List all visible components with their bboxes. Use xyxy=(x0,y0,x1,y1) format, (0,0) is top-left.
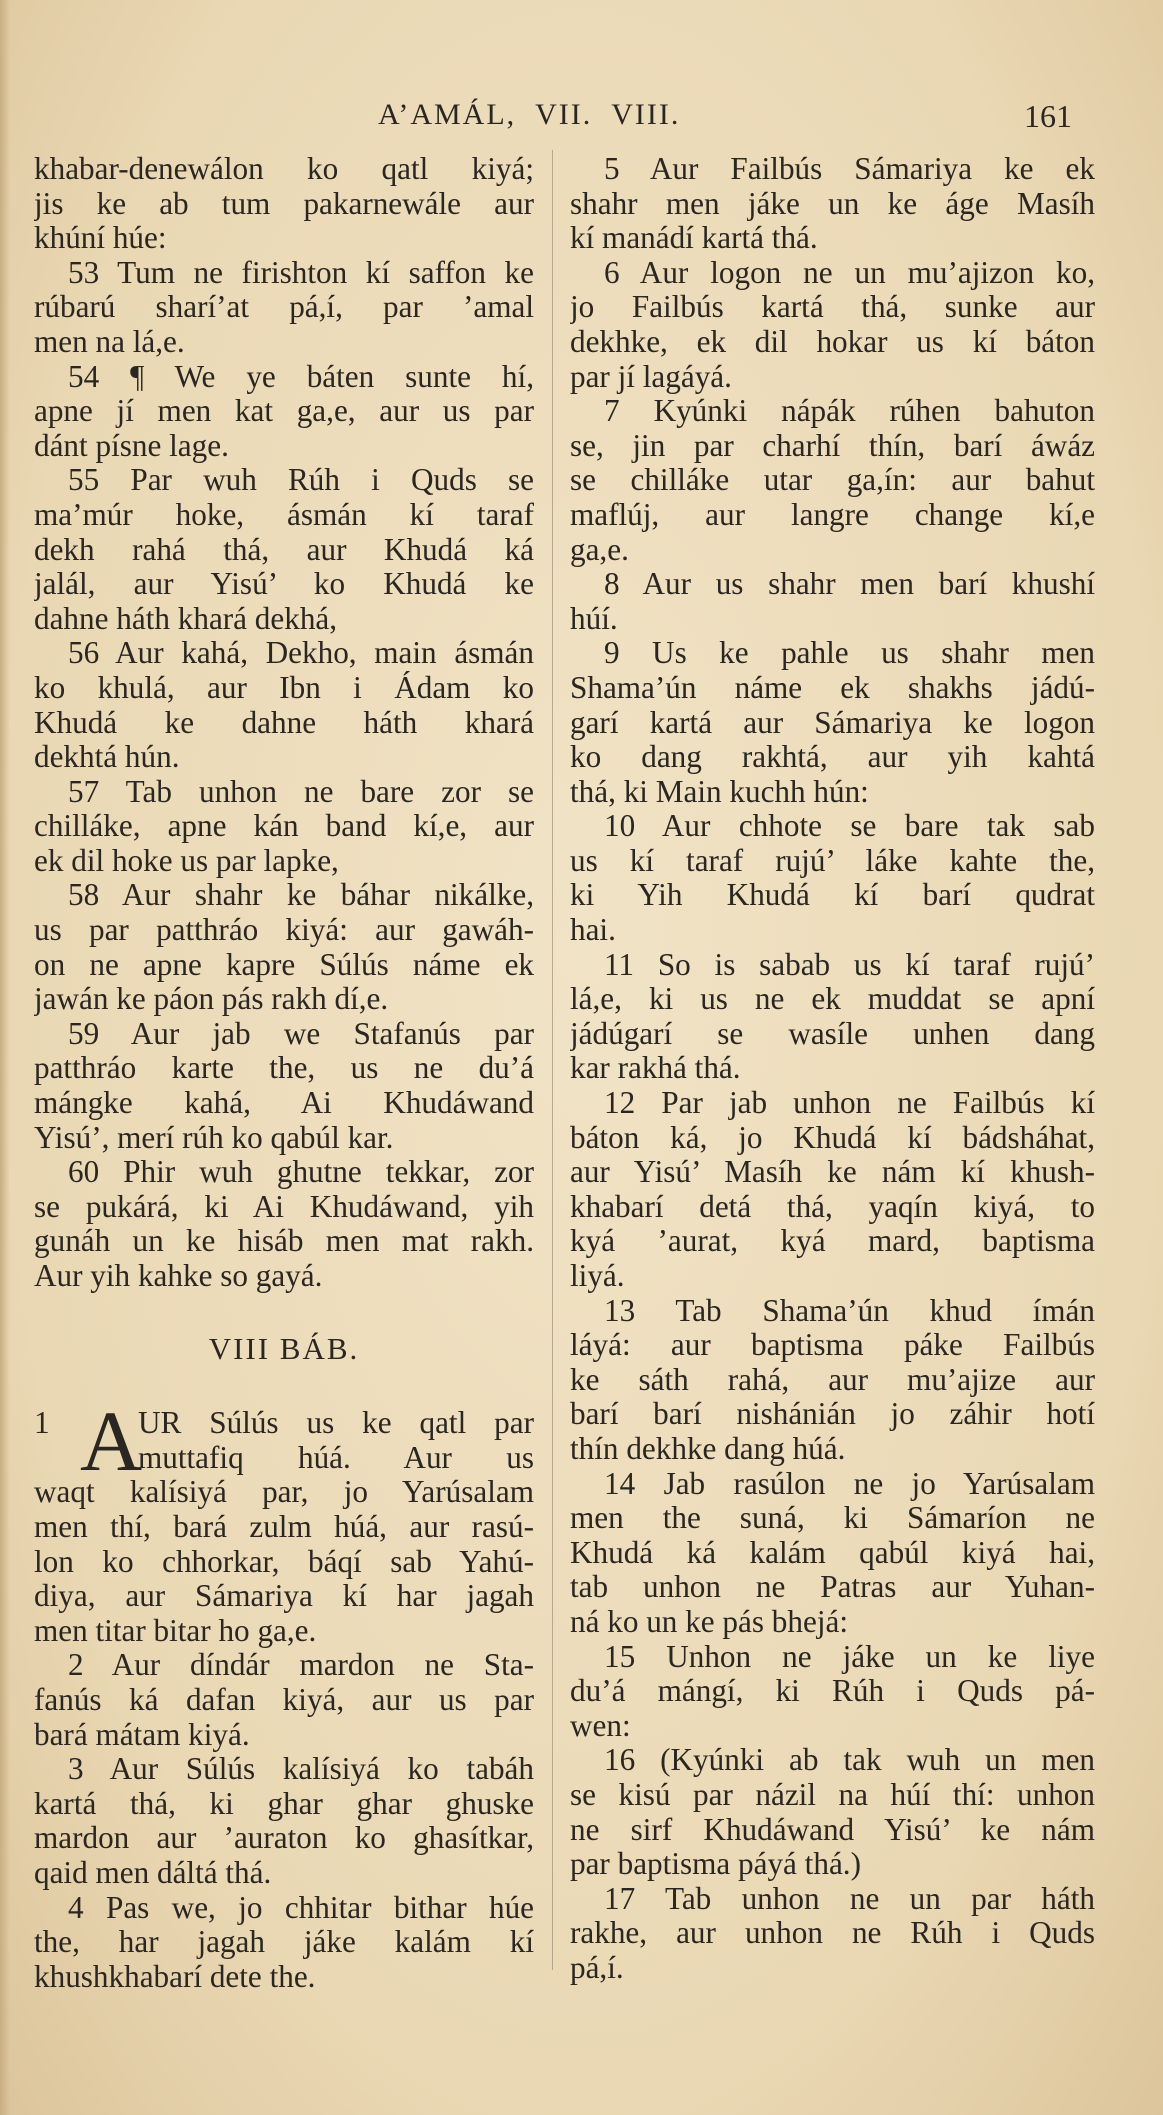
text-line: kí manádí kartá thá. xyxy=(570,221,818,256)
page-number: 161 xyxy=(1024,98,1072,134)
text-line: jalál, aur Yisú’ ko Khudá ke xyxy=(34,567,534,602)
text-line: 59 Aur jab we Stafanús par xyxy=(68,1016,534,1051)
text-line: tab unhon ne Patras aur Yuhan- xyxy=(570,1570,1095,1605)
text-line: ma’múr hoke, ásmán kí taraf xyxy=(34,497,534,532)
text-line: jawán ke páon pás rakh dí,e. xyxy=(34,982,389,1017)
text-line: us par patthráo kiyá: aur gawáh- xyxy=(34,913,534,948)
text-line: 8 Aur us shahr men barí khushí xyxy=(604,567,1095,602)
right-column-text xyxy=(570,152,1095,1985)
text-line: ná ko un ke pás bhejá: xyxy=(570,1604,849,1639)
text-line: ga,e. xyxy=(570,532,629,567)
text-line: wen: xyxy=(570,1708,631,1743)
text-line: on ne apne kapre Súlús náme ek xyxy=(34,947,534,982)
text-line: 9 Us ke pahle us shahr men xyxy=(604,636,1095,671)
column-divider xyxy=(552,150,553,1970)
text-line: jis ke ab tum pakarnewále aur xyxy=(34,186,534,221)
text-line: patthráo karte the, us ne du’á xyxy=(34,1051,534,1086)
text-line: thá, ki Main kuchh hún: xyxy=(570,774,869,809)
text-line: jo Failbús kartá thá, sunke aur xyxy=(570,290,1095,325)
text-line: 15 Unhon ne jáke un ke liye xyxy=(604,1639,1095,1674)
text-line: 54 ¶ We ye báten sunte hí, xyxy=(68,359,534,394)
text-line: se chilláke utar ga,ín: aur bahut xyxy=(570,463,1095,498)
text-line: fanús ká dafan kiyá, aur us par xyxy=(34,1682,534,1717)
text-line: 3 Aur Súlús kalísiyá ko tabáh xyxy=(68,1752,534,1787)
text-line: us kí taraf rujú’ láke kahte the, xyxy=(570,843,1095,878)
text-line: liyá. xyxy=(570,1259,625,1293)
text-line: the, har jagah jáke kalám kí xyxy=(34,1925,534,1960)
text-line: khabarí detá thá, yaqín kiyá, to xyxy=(570,1189,1095,1224)
text-line: khushkhabarí dete the. xyxy=(34,1959,316,1994)
text-line: Khudá ke dahne háth khará xyxy=(34,705,534,740)
text-line: 11 So is sabab us kí taraf rujú’ xyxy=(604,947,1095,982)
text-line: men na lá,e. xyxy=(34,324,185,359)
left-column-text-top xyxy=(34,152,534,1294)
text-line: 13 Tab Shama’ún khud ímán xyxy=(604,1293,1095,1328)
right-column xyxy=(570,152,1095,1985)
text-line: ko dang rakhtá, aur yih kahtá xyxy=(570,740,1095,775)
text-line: UR Súlús us ke qatl par xyxy=(138,1406,534,1441)
text-line: dánt písne lage. xyxy=(34,428,229,463)
text-line: khúní húe: xyxy=(34,221,167,256)
text-line: kar rakhá thá. xyxy=(570,1051,741,1086)
text-line: se, jin par charhí thín, barí áwáz xyxy=(570,428,1095,463)
text-line: ek dil hoke us par lapke, xyxy=(34,843,339,878)
text-line: maflúj, aur langre change kí,e xyxy=(570,497,1095,532)
text-line: 14 Jab rasúlon ne jo Yarúsalam xyxy=(604,1466,1095,1501)
text-line: 10 Aur chhote se bare tak sab xyxy=(604,809,1095,844)
text-line: 7 Kyúnki nápák rúhen bahuton xyxy=(604,394,1095,429)
text-line: húí. xyxy=(570,601,618,636)
text-line: se pukárá, ki Ai Khudáwand, yih xyxy=(34,1189,534,1224)
text-line: thín dekhke dang húá. xyxy=(570,1431,846,1466)
text-line: waqt kalísiyá par, jo Yarúsalam xyxy=(34,1475,534,1510)
text-line: 56 Aur kahá, Dekho, main ásmán xyxy=(68,636,534,671)
text-line: 2 Aur díndár mardon ne Sta- xyxy=(68,1648,534,1683)
text-line: dekhke, ek dil hokar us kí báton xyxy=(570,324,1095,359)
text-line: bará mátam kiyá. xyxy=(34,1717,250,1752)
text-line: ko khulá, aur Ibn i Ádam ko xyxy=(34,670,534,705)
text-line: Shama’ún náme ek shakhs jádú- xyxy=(570,670,1095,705)
text-line: se kisú par názil na húí thí: unhon xyxy=(570,1777,1095,1812)
text-line: lon ko chhorkar, báqí sab Yahú- xyxy=(34,1544,534,1579)
running-title: A’AMÁL, VII. VIII. xyxy=(378,98,681,131)
text-line: dekhtá hún. xyxy=(34,740,180,775)
text-line: 4 Pas we, jo chhitar bithar húe xyxy=(68,1890,534,1925)
text-line: 60 Phir wuh ghutne tekkar, zor xyxy=(68,1155,534,1190)
text-line: ki Yih Khudá kí barí qudrat xyxy=(570,878,1095,913)
text-line: pá,í. xyxy=(570,1950,624,1985)
text-line: muttafiq húá. Aur us xyxy=(138,1440,534,1475)
text-line: 5 Aur Failbús Sámariya ke ek xyxy=(604,152,1095,186)
text-line: shahr men jáke un ke áge Masíh xyxy=(570,186,1095,221)
text-line: chilláke, apne kán band kí,e, aur xyxy=(34,809,534,844)
text-line: jádúgarí se wasíle unhen dang xyxy=(570,1016,1095,1051)
text-line: 57 Tab unhon ne bare zor se xyxy=(68,774,534,809)
text-line: 58 Aur shahr ke báhar nikálke, xyxy=(68,878,534,913)
text-line: 55 Par wuh Rúh i Quds se xyxy=(68,463,534,498)
text-line: Aur yih kahke so gayá. xyxy=(34,1259,323,1293)
text-line: láyá: aur baptisma páke Failbús xyxy=(570,1328,1095,1363)
text-line: Yisú’, merí rúh ko qabúl kar. xyxy=(34,1120,394,1155)
text-line: qaid men dáltá thá. xyxy=(34,1855,272,1890)
text-line: kartá thá, ki ghar ghar ghuske xyxy=(34,1786,534,1821)
text-line: mardon aur ’auraton ko ghasítkar, xyxy=(34,1821,534,1856)
text-line: men the suná, ki Sámaríon ne xyxy=(570,1501,1095,1536)
left-column-text-bottom xyxy=(34,1475,534,1994)
text-line: aur Yisú’ Masíh ke nám kí khush- xyxy=(570,1155,1095,1190)
text-line: ke sáth rahá, aur mu’ajize aur xyxy=(570,1362,1095,1397)
verse-number: 1 xyxy=(34,1405,50,1441)
text-line: mángke kahá, Ai Khudáwand xyxy=(34,1086,534,1121)
text-line: diya, aur Sámariya kí har jagah xyxy=(34,1579,534,1614)
text-line: báton ká, jo Khudá kí bádsháhat, xyxy=(570,1120,1095,1155)
text-line: apne jí men kat ga,e, aur us par xyxy=(34,394,534,429)
text-line: garí kartá aur Sámariya ke logon xyxy=(570,705,1095,740)
chapter-heading: VIII BÁB. xyxy=(208,1330,360,1366)
page-gutter-shadow xyxy=(0,0,10,2115)
drop-cap: A xyxy=(80,1393,143,1490)
text-line: 53 Tum ne firishton kí saffon ke xyxy=(68,255,534,290)
text-line: par jí lagáyá. xyxy=(570,359,732,394)
verse-1-opening xyxy=(34,1393,534,1490)
text-line: par baptisma páyá thá.) xyxy=(570,1847,861,1882)
text-line: barí barí nishánián jo záhir hotí xyxy=(570,1397,1095,1432)
text-line: gunáh un ke hisáb men mat rakh. xyxy=(34,1224,534,1259)
text-line: 6 Aur logon ne un mu’ajizon ko, xyxy=(604,255,1095,290)
text-line: 17 Tab unhon ne un par háth xyxy=(604,1881,1095,1916)
page-header xyxy=(0,98,1163,148)
text-line: dahne háth khará dekhá, xyxy=(34,601,338,636)
text-line: hai. xyxy=(570,913,616,948)
text-line: ne sirf Khudáwand Yisú’ ke nám xyxy=(570,1812,1095,1847)
text-line: 12 Par jab unhon ne Failbús kí xyxy=(604,1086,1095,1121)
text-line: men titar bitar ho ga,e. xyxy=(34,1613,317,1648)
text-line: khabar-denewálon ko qatl kiyá; xyxy=(34,152,534,186)
text-line: du’á mángí, ki Rúh i Quds pá- xyxy=(570,1674,1095,1709)
text-line: rakhe, aur unhon ne Rúh i Quds xyxy=(570,1916,1095,1951)
left-column xyxy=(34,152,534,1994)
text-line: Khudá ká kalám qabúl kiyá hai, xyxy=(570,1535,1095,1570)
text-line: dekh rahá thá, aur Khudá ká xyxy=(34,532,534,567)
text-line: lá,e, ki us ne ek muddat se apní xyxy=(570,982,1095,1017)
text-line: 16 (Kyúnki ab tak wuh un men xyxy=(604,1743,1095,1778)
text-line: men thí, bará zulm húá, aur rasú- xyxy=(34,1509,534,1544)
text-line: kyá ’aurat, kyá mard, baptisma xyxy=(570,1224,1095,1259)
text-line: rúbarú sharí’at pá,í, par ’amal xyxy=(34,290,534,325)
